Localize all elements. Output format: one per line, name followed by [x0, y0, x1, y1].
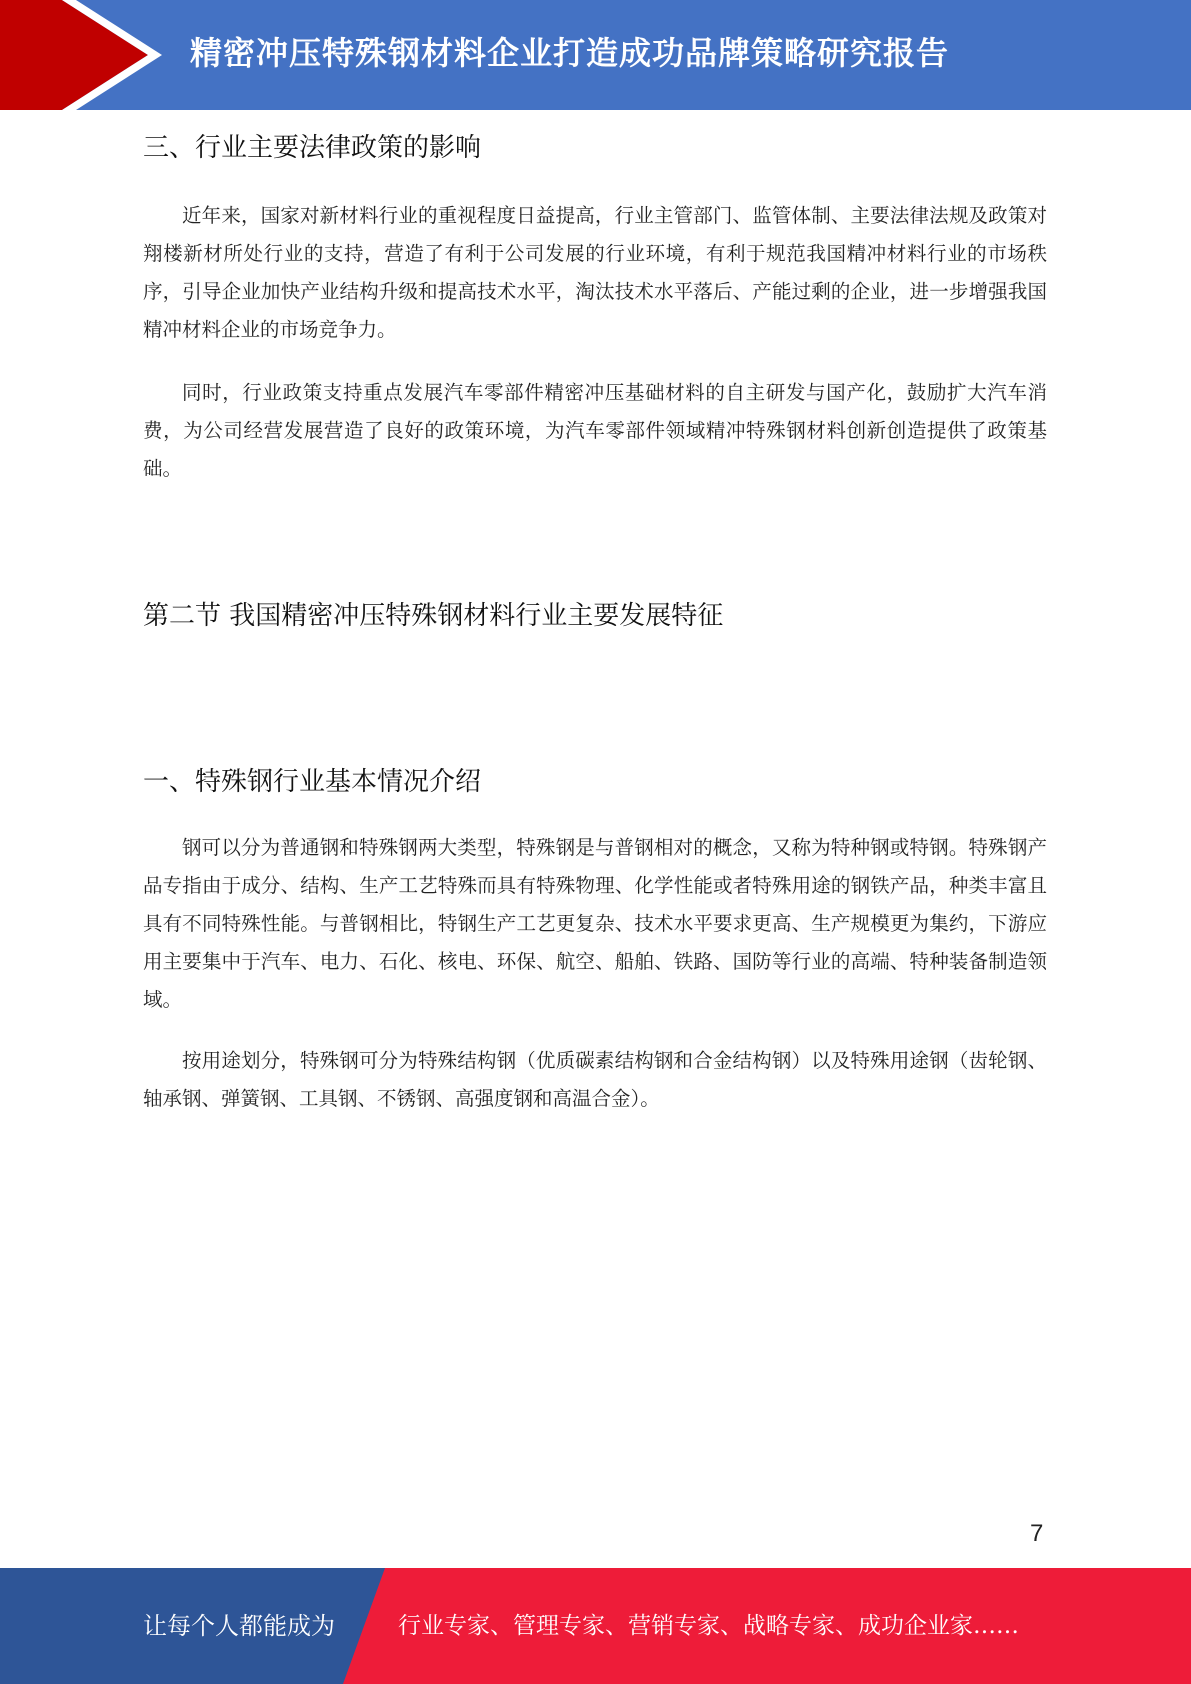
section-heading-policy-impact: 三、行业主要法律政策的影响 — [143, 133, 482, 163]
chapter-heading-development-features: 第二节 我国精密冲压特殊钢材料行业主要发展特征 — [143, 601, 724, 631]
footer-slogan-right: 行业专家、管理专家、营销专家、战略专家、成功企业家…… — [398, 1613, 1019, 1639]
footer-banner — [0, 1568, 1191, 1684]
paragraph-policy-1: 近年来，国家对新材料行业的重视程度日益提高，行业主管部门、监管体制、主要法律法规及政策对翔楼新材所处行业的支持，营造了有利于公司发展的行业环境，有利于规范我国精冲材料行业的市场秩序，引导企业加快产业结构升级和提高技术水平，淘汰技术水平落后、产能过剩的企业，进一步增强我国精冲材料企业的市场竞争力。 — [143, 204, 1047, 341]
section-heading-special-steel-intro: 一、特殊钢行业基本情况介绍 — [143, 767, 482, 797]
paragraph-policy-2: 同时，行业政策支持重点发展汽车零部件精密冲压基础材料的自主研发与国产化，鼓励扩大汽车消费，为公司经营发展营造了良好的政策环境，为汽车零部件领域精冲特殊钢材料创新创造提供了政策基础。 — [143, 381, 1047, 480]
footer-slogan-left: 让每个人都能成为 — [143, 1612, 335, 1640]
header-banner — [0, 0, 1191, 110]
paragraph-special-steel-1: 钢可以分为普通钢和特殊钢两大类型，特殊钢是与普钢相对的概念，又称为特种钢或特钢。特殊钢产品专指由于成分、结构、生产工艺特殊而具有特殊物理、化学性能或者特殊用途的钢铁产品，种类丰富且具有不同特殊性能。与普钢相比，特钢生产工艺更复杂、技术水平要求更高、生产规模更为集约，下游应用主要集中于汽车、电力、石化、核电、环保、航空、船舶、铁路、国防等行业的高端、特种装备制造领域。 — [143, 836, 1047, 1011]
paragraph-special-steel-2: 按用途划分，特殊钢可分为特殊结构钢（优质碳素结构钢和合金结构钢）以及特殊用途钢（齿轮钢、轴承钢、弹簧钢、工具钢、不锈钢、高强度钢和高温合金）。 — [143, 1049, 1047, 1110]
page-number: 7 — [1030, 1520, 1044, 1547]
report-title: 精密冲压特殊钢材料企业打造成功品牌策略研究报告 — [190, 34, 950, 72]
